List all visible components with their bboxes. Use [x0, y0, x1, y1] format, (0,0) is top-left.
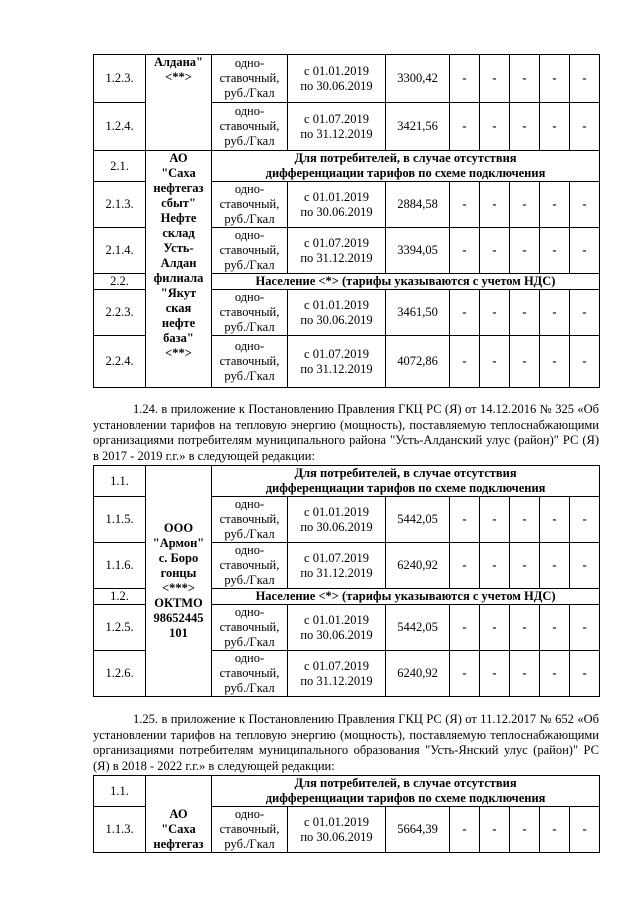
dash-cell: - — [570, 103, 600, 151]
dash-cell: - — [570, 290, 600, 336]
row-number: 1.2.5. — [94, 605, 146, 651]
tariff-value: 3461,50 — [386, 290, 450, 336]
tariff-table-1 — [93, 54, 600, 388]
tariff-value: 3421,56 — [386, 103, 450, 151]
dash-cell: - — [570, 228, 600, 274]
tariff-table-2 — [93, 465, 600, 697]
row-number: 1.1. — [94, 776, 146, 807]
dash-cell: - — [480, 605, 510, 651]
dash-cell: - — [540, 543, 570, 589]
period-cell: с 01.01.2019 по 30.06.2019 — [288, 55, 386, 103]
dash-cell: - — [540, 651, 570, 697]
unit-cell: одно- ставочный, руб./Гкал — [212, 55, 288, 103]
dash-cell: - — [450, 182, 480, 228]
row-number: 1.1. — [94, 466, 146, 497]
organization-name: АО "Саха нефтегаз — [146, 776, 212, 853]
row-number: 1.2. — [94, 589, 146, 605]
tariff-value: 3394,05 — [386, 228, 450, 274]
period-cell: с 01.07.2019 по 31.12.2019 — [288, 651, 386, 697]
row-number: 1.2.4. — [94, 103, 146, 151]
tariff-value: 5442,05 — [386, 497, 450, 543]
dash-cell: - — [450, 55, 480, 103]
tariff-value: 6240,92 — [386, 651, 450, 697]
row-number: 1.1.6. — [94, 543, 146, 589]
unit-cell: одно- ставочный, руб./Гкал — [212, 497, 288, 543]
tariff-value: 4072,86 — [386, 336, 450, 388]
section-header: Для потребителей, в случае отсутствия дифференциации тарифов по схеме подключения — [212, 776, 600, 807]
unit-cell: одно- ставочный, руб./Гкал — [212, 290, 288, 336]
dash-cell: - — [480, 336, 510, 388]
dash-cell: - — [570, 651, 600, 697]
dash-cell: - — [450, 336, 480, 388]
row-number: 1.1.3. — [94, 807, 146, 853]
period-cell: с 01.01.2019 по 30.06.2019 — [288, 605, 386, 651]
dash-cell: - — [510, 228, 540, 274]
dash-cell: - — [510, 290, 540, 336]
dash-cell: - — [570, 807, 600, 853]
dash-cell: - — [540, 605, 570, 651]
row-number: 1.2.3. — [94, 55, 146, 103]
paragraph-number: 1.25. — [133, 712, 158, 726]
dash-cell: - — [480, 103, 510, 151]
dash-cell: - — [510, 497, 540, 543]
dash-cell: - — [510, 103, 540, 151]
section-header-row — [94, 776, 600, 807]
tariff-table-3 — [93, 775, 600, 853]
period-cell: с 01.01.2019 по 30.06.2019 — [288, 290, 386, 336]
dash-cell: - — [450, 497, 480, 543]
section-header-row — [94, 466, 600, 497]
unit-cell: одно- ставочный, руб./Гкал — [212, 651, 288, 697]
tariff-value: 3300,42 — [386, 55, 450, 103]
row-number: 2.1.4. — [94, 228, 146, 274]
dash-cell: - — [540, 497, 570, 543]
dash-cell: - — [570, 336, 600, 388]
dash-cell: - — [540, 336, 570, 388]
period-cell: с 01.07.2019 по 31.12.2019 — [288, 103, 386, 151]
dash-cell: - — [540, 290, 570, 336]
dash-cell: - — [480, 228, 510, 274]
paragraph-text: в приложение к Постановлению Правления ГКЦ РС (Я) от 14.12.2016 № 325 «Об установлении тарифов на тепловую энергию (мощность), поставляемую теплоснабжающими организациями потребителям муниципального района "Усть-Алданский улус (район)" РС (Я) в 2017 - 2019 г.г.» в следующей редакции: — [93, 402, 599, 463]
period-cell: с 01.07.2019 по 31.12.2019 — [288, 543, 386, 589]
period-cell: с 01.01.2019 по 30.06.2019 — [288, 497, 386, 543]
unit-cell: одно- ставочный, руб./Гкал — [212, 103, 288, 151]
dash-cell: - — [450, 651, 480, 697]
dash-cell: - — [510, 651, 540, 697]
dash-cell: - — [450, 290, 480, 336]
dash-cell: - — [540, 103, 570, 151]
period-cell: с 01.07.2019 по 31.12.2019 — [288, 336, 386, 388]
dash-cell: - — [480, 290, 510, 336]
section-header-row — [94, 151, 600, 182]
tariff-value: 5664,39 — [386, 807, 450, 853]
dash-cell: - — [570, 182, 600, 228]
unit-cell: одно- ставочный, руб./Гкал — [212, 807, 288, 853]
organization-name: АО "Саха нефтегаз сбыт" Нефте склад Усть- Алдан филиала "Якут ская нефте база" <**> — [146, 151, 212, 388]
dash-cell: - — [540, 807, 570, 853]
tariff-value: 2884,58 — [386, 182, 450, 228]
section-header: Для потребителей, в случае отсутствия дифференциации тарифов по схеме подключения — [212, 466, 600, 497]
dash-cell: - — [570, 543, 600, 589]
unit-cell: одно- ставочный, руб./Гкал — [212, 543, 288, 589]
dash-cell: - — [570, 605, 600, 651]
dash-cell: - — [450, 807, 480, 853]
unit-cell: одно- ставочный, руб./Гкал — [212, 336, 288, 388]
row-number: 2.2. — [94, 274, 146, 290]
section-header: Для потребителей, в случае отсутствия дифференциации тарифов по схеме подключения — [212, 151, 600, 182]
dash-cell: - — [510, 605, 540, 651]
paragraph-1-25 — [93, 712, 599, 774]
row-number: 2.1.3. — [94, 182, 146, 228]
unit-cell: одно- ставочный, руб./Гкал — [212, 605, 288, 651]
row-number: 2.1. — [94, 151, 146, 182]
dash-cell: - — [450, 605, 480, 651]
organization-name: Алдана" <**> — [146, 55, 212, 151]
dash-cell: - — [540, 228, 570, 274]
dash-cell: - — [540, 182, 570, 228]
period-cell: с 01.01.2019 по 30.06.2019 — [288, 182, 386, 228]
section-header: Население <*> (тарифы указываются с учетом НДС) — [212, 274, 600, 290]
dash-cell: - — [510, 807, 540, 853]
row-number: 1.2.6. — [94, 651, 146, 697]
paragraph-text: в приложение к Постановлению Правления ГКЦ РС (Я) от 11.12.2017 № 652 «Об установлении тарифов на тепловую энергию (мощность), поставляемую теплоснабжающими организациями потребителям муниципального образования "Усть-Янский улус (район)" РС (Я) в 2018 - 2022 г.г.» в следующей редакции: — [93, 712, 599, 773]
unit-cell: одно- ставочный, руб./Гкал — [212, 182, 288, 228]
organization-name: ООО "Армон" с. Боро гонцы <***> ОКТМО 98652445 101 — [146, 466, 212, 697]
period-cell: с 01.07.2019 по 31.12.2019 — [288, 228, 386, 274]
section-header: Население <*> (тарифы указываются с учетом НДС) — [212, 589, 600, 605]
tariff-value: 5442,05 — [386, 605, 450, 651]
paragraph-number: 1.24. — [133, 402, 158, 416]
period-cell: с 01.01.2019 по 30.06.2019 — [288, 807, 386, 853]
dash-cell: - — [570, 497, 600, 543]
dash-cell: - — [480, 182, 510, 228]
table-row — [94, 55, 600, 103]
tariff-value: 6240,92 — [386, 543, 450, 589]
dash-cell: - — [510, 182, 540, 228]
dash-cell: - — [450, 228, 480, 274]
dash-cell: - — [510, 543, 540, 589]
dash-cell: - — [480, 543, 510, 589]
row-number: 2.2.3. — [94, 290, 146, 336]
dash-cell: - — [510, 336, 540, 388]
dash-cell: - — [570, 55, 600, 103]
row-number: 2.2.4. — [94, 336, 146, 388]
paragraph-1-24 — [93, 402, 599, 464]
dash-cell: - — [480, 651, 510, 697]
unit-cell: одно- ставочный, руб./Гкал — [212, 228, 288, 274]
dash-cell: - — [480, 497, 510, 543]
dash-cell: - — [450, 543, 480, 589]
dash-cell: - — [450, 103, 480, 151]
dash-cell: - — [540, 55, 570, 103]
dash-cell: - — [480, 807, 510, 853]
row-number: 1.1.5. — [94, 497, 146, 543]
dash-cell: - — [510, 55, 540, 103]
dash-cell: - — [480, 55, 510, 103]
